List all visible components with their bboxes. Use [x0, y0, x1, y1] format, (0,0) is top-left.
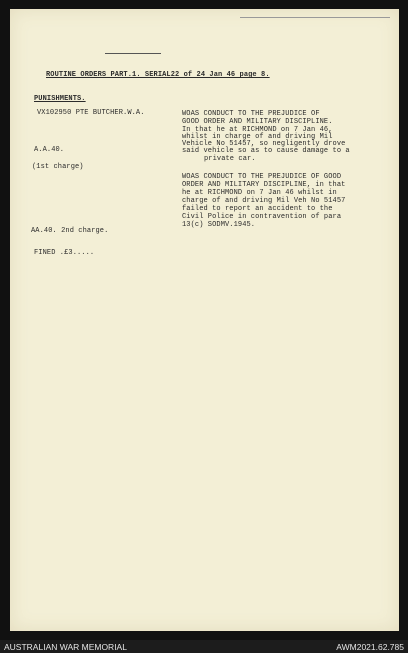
- charge2-line: ORDER AND MILITARY DISCIPLINE, in that: [182, 181, 346, 189]
- charge2-ref: AA.40. 2nd charge.: [31, 227, 109, 235]
- top-edge-line: [240, 17, 390, 18]
- footer-credit: AUSTRALIAN WAR MEMORIAL: [4, 642, 127, 652]
- charge1-line: Vehicle No 51457, so negligently drove: [182, 140, 346, 148]
- charge1-label: (1st charge): [32, 163, 84, 171]
- soldier-line: VX102950 PTE BUTCHER.W.A.: [37, 109, 145, 117]
- charge2-line: charge of and driving Mil Veh No 51457: [182, 197, 346, 205]
- document-page: [10, 9, 399, 631]
- charge2-line: failed to report an accident to the: [182, 205, 333, 213]
- charge1-line: In that he at RICHMOND on 7 Jan 46,: [182, 126, 333, 134]
- charge1-ref: A.A.40.: [34, 146, 65, 154]
- charge2-line: 13(c) SODMV.1945.: [182, 221, 256, 229]
- charge1-line: said vehicle so as to cause damage to a: [182, 147, 350, 155]
- fined-line: FINED .£3.....: [34, 249, 95, 257]
- top-mark-line: [105, 53, 161, 54]
- footer-bar: [0, 640, 408, 653]
- charge1-line: GOOD ORDER AND MILITARY DISCIPLINE.: [182, 118, 333, 126]
- charge1-line: WOAS CONDUCT TO THE PREJUDICE OF: [182, 110, 320, 118]
- charge2-line: WOAS CONDUCT TO THE PREJUDICE OF GOOD: [182, 173, 342, 181]
- header-line: ROUTINE ORDERS PART.1. SERIAL22 of 24 Jan 46 page 8.: [46, 71, 270, 79]
- charge2-line: he at RICHMOND on 7 Jan 46 whilst in: [182, 189, 337, 197]
- charge1-line: private car.: [204, 155, 256, 163]
- charge1-line: whilst in charge of and driving Mil: [182, 133, 333, 141]
- charge2-line: Civil Police in contravention of para: [182, 213, 342, 221]
- footer-accession-number: AWM2021.62.785: [336, 642, 404, 652]
- section-title: PUNISHMENTS.: [34, 95, 86, 103]
